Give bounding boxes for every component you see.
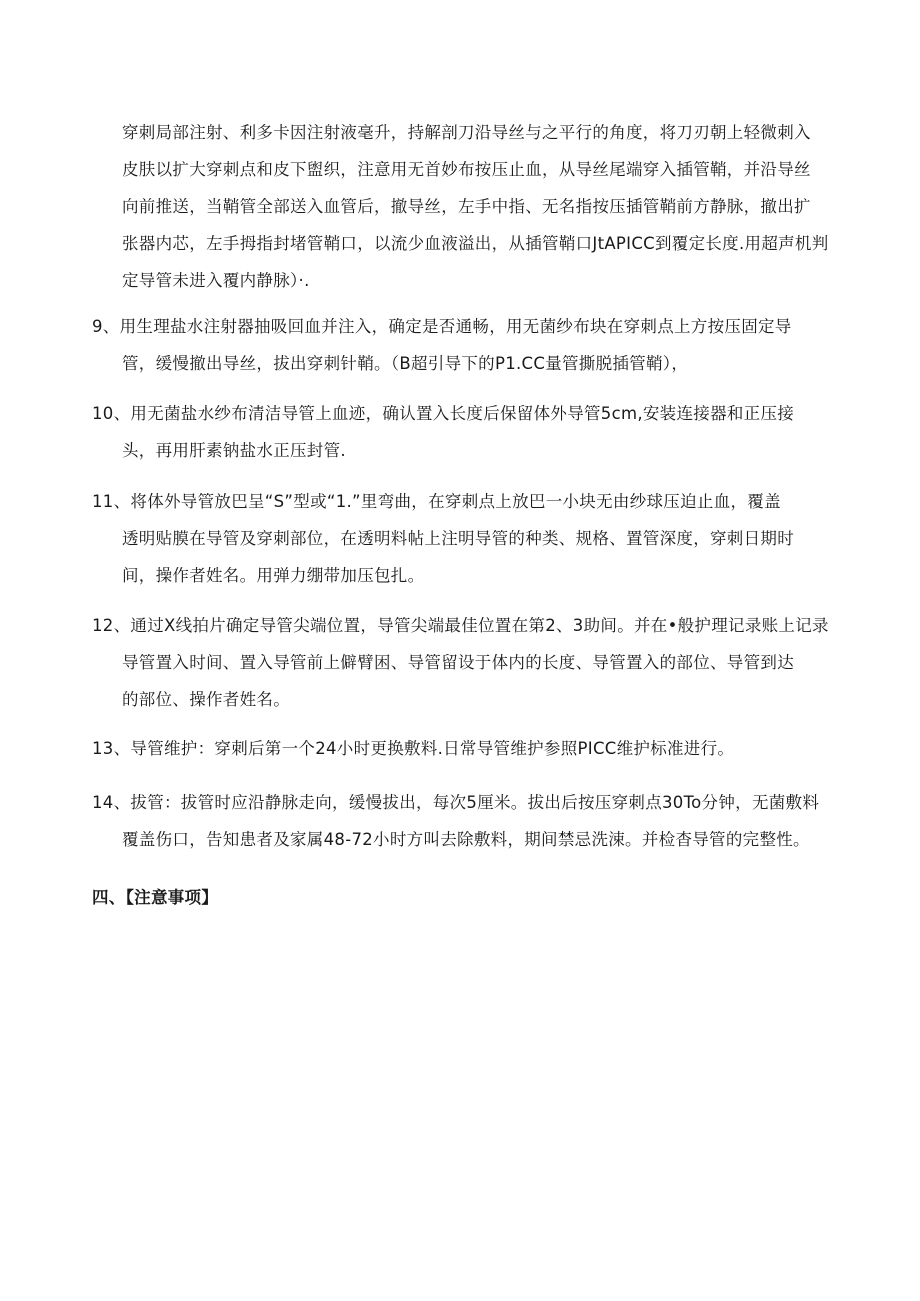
step-line: 的部位、操作者姓名。 [122, 690, 290, 709]
step-14 [92, 784, 852, 858]
step-line: 头，再用肝素钠盐水正压封管. [122, 441, 346, 460]
step-line: 覆盖伤口，告知患者及家属48-72小时方叫去除敷料，期间禁忌洗涑。并检杳导管的完整性。 [122, 830, 810, 849]
step-line: 管，缓慢撤出导丝，拔出穿刺针鞘。（B超引导下的P1.CC量管撕脱插管鞘）， [122, 354, 689, 373]
step-line: 14、拔管：拔管时应沿静脉走向，缓慢拔出，每次5厘米。拔出后按压穿刺点30To分钟，无菌敷料 [92, 793, 820, 812]
continued-paragraph [92, 114, 882, 299]
step-line: 9、用生理盐水注射器抽吸回血并注入，确定是否通畅，用无菌纱布块在穿刺点上方按压固定导 [92, 317, 792, 336]
section-heading [92, 879, 852, 916]
section-heading-text: 四、【注意事项】 [92, 888, 219, 907]
step-11 [92, 483, 852, 594]
step-line: 导管置入时间、置入导管前上僻臂困、导管留设于体内的长度、导管置入的部位、导管到达 [122, 653, 794, 672]
step-9 [92, 308, 852, 382]
step-line: 11、将体外导管放巴呈“S”型或“1.”里弯曲，在穿刺点上放巴一小块无由纱球压迫止血，覆盖 [92, 492, 781, 511]
step-line: 12、通过X线拍片确定导管尖端位置，导管尖端最佳位置在第2、3助间。并在•般护理记录账上记录 [92, 616, 829, 635]
step-10 [92, 395, 852, 469]
step-line: 间，操作者姓名。用弹力绷带加压包扎。 [122, 566, 425, 585]
step-13 [92, 730, 852, 767]
paragraph-line: 定导管未进入覆内静脉）·. [122, 271, 310, 290]
step-line: 10、用无菌盐水纱布清洁导管上血迹，确认置入长度后保留体外导管5cm,安装连接器和正压接 [92, 404, 795, 423]
step-line: 13、导管维护：穿刺后第一个24小时更换敷料.日常导管维护参照PICC维护标准进行。 [92, 739, 735, 758]
paragraph-line: 皮肤以扩大穿刺点和皮下盥织，注意用无首妙布按压止血，从导丝尾端穿入插管鞘，并沿导丝 [122, 160, 811, 179]
paragraph-line: 向前推送，当鞘管全部送入血管后，撤导丝，左手中指、无名指按压插管鞘前方静脉，撤出扩 [122, 197, 811, 216]
step-line: 透明贴膜在导管及穿刺部位，在透明料帖上注明导管的种类、规格、置管深度，穿刺日期时 [122, 529, 794, 548]
paragraph-line: 穿刺局部注射、利多卡因注射液毫升，持解剖刀沿导丝与之平行的角度，将刀刃朝上轻微刺入 [122, 123, 811, 142]
paragraph-line: 张器内芯，左手拇指封堵管鞘口，以流少血液溢出，从插管鞘口JtAPICC到覆定长度.用超声机判 [122, 234, 829, 253]
step-12 [92, 607, 852, 718]
